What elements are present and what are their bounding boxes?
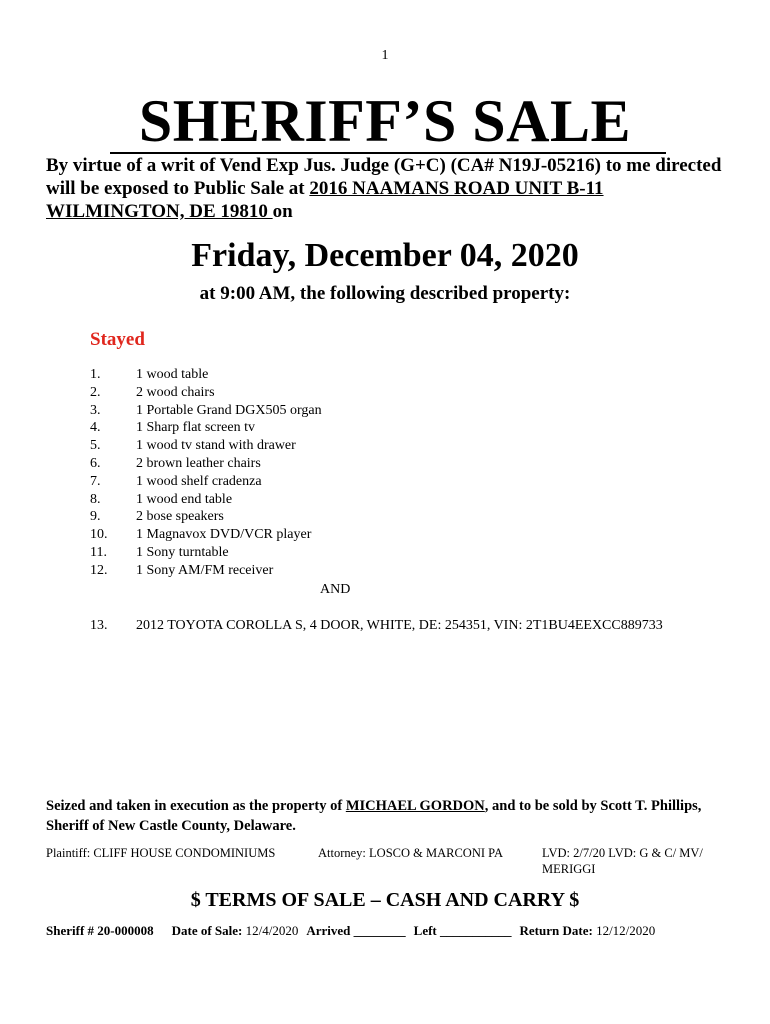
return-date-value: 12/12/2020: [592, 923, 656, 938]
list-item-text: 1 wood end table: [136, 491, 233, 507]
list-item: [90, 491, 730, 509]
list-item-number: 1.: [90, 367, 101, 382]
list-item-number: 4.: [90, 420, 101, 436]
vehicle-item-text: 2012 TOYOTA COROLLA S, 4 DOOR, WHITE, DE: 254351, VIN: 2T1BU4EEXCC889733: [136, 618, 663, 633]
list-item-text: 2 bose speakers: [136, 509, 224, 525]
list-item-text: 1 Sony AM/FM receiver: [136, 562, 274, 578]
property-owner: MICHAEL GORDON: [345, 798, 485, 814]
list-item: [90, 562, 730, 580]
property-list: [90, 366, 730, 580]
list-item: [90, 366, 730, 384]
list-item-number: 2.: [90, 384, 101, 400]
date-of-sale-value: 12/4/2020: [242, 923, 299, 938]
sale-time: at 9:00 AM, the following described property:: [199, 283, 571, 304]
list-item-text: 1 wood shelf cradenza: [136, 473, 262, 489]
list-item-number: 11.: [90, 544, 107, 560]
list-item-text: 1 wood tv stand with drawer: [136, 438, 296, 454]
return-date-label: Return Date:: [519, 923, 593, 938]
list-item: [90, 455, 730, 473]
arrived-field: Arrived ________: [306, 923, 406, 938]
list-item-number: 10.: [90, 527, 108, 543]
list-item-number: 12.: [90, 562, 108, 578]
list-item-text: 1 Portable Grand DGX505 organ: [136, 402, 322, 418]
list-item-text: 2 brown leather chairs: [136, 455, 261, 471]
seized-text-start: Seized and taken in execution as the property of: [46, 798, 346, 814]
footer-line: [46, 922, 655, 940]
seized-statement: [46, 796, 746, 836]
list-item-number: 9.: [90, 509, 101, 525]
lvd-info: LVD: 2/7/20 LVD: G & C/ MV/ MERIGGI: [542, 846, 703, 876]
list-item: [90, 473, 730, 491]
status-stayed: Stayed: [90, 329, 145, 350]
intro-text-start: By virtue of a writ of Vend Exp Jus. Judge (G+C) (CA# N19J-05216) to me directed will be exposed to Public Sale at: [46, 155, 722, 199]
date-of-sale-label: Date of Sale:: [171, 923, 243, 938]
list-item-number: 5.: [90, 438, 101, 454]
page-title: SHERIFF’S SALE: [138, 88, 632, 154]
sale-address: 2016 NAAMANS ROAD UNIT B-11 WILMINGTON, DE 19810: [46, 178, 604, 222]
list-item-text: 2 wood chairs: [136, 384, 215, 400]
list-item-text: 1 Magnavox DVD/VCR player: [136, 527, 312, 543]
list-item-number: 8.: [90, 491, 101, 507]
plaintiff-info: Plaintiff: CLIFF HOUSE CONDOMINIUMS: [46, 846, 276, 860]
attorney-info: Attorney: LOSCO & MARCONI PA: [318, 846, 503, 860]
vehicle-item: [90, 616, 663, 636]
page-number: 1: [381, 48, 389, 63]
list-item: [90, 437, 730, 455]
list-item-number: 3.: [90, 402, 101, 418]
sale-date: Friday, December 04, 2020: [191, 237, 579, 274]
list-item: [90, 419, 730, 437]
list-item: [90, 402, 730, 420]
list-item-number: 6.: [90, 455, 101, 471]
list-item-text: 1 Sharp flat screen tv: [136, 420, 255, 436]
list-item: [90, 384, 730, 402]
intro-paragraph: [46, 154, 736, 223]
terms-of-sale: $ TERMS OF SALE – CASH AND CARRY $: [190, 889, 580, 911]
list-item-number: 7.: [90, 473, 101, 489]
left-field: Left ___________: [413, 923, 512, 938]
list-item-text: 1 wood table: [136, 367, 209, 382]
sheriff-number: Sheriff # 20-000008: [46, 923, 154, 938]
seized-text-end: , and to be sold by Scott T. Phillips, Sheriff of New Castle County, Delaware.: [46, 798, 702, 834]
intro-text-end: on: [272, 201, 293, 222]
and-separator: AND: [320, 582, 351, 597]
list-item: [90, 526, 730, 544]
list-item: [90, 544, 730, 562]
vehicle-item-number: 13.: [90, 618, 108, 633]
list-item: [90, 508, 730, 526]
list-item-text: 1 Sony turntable: [136, 544, 229, 560]
